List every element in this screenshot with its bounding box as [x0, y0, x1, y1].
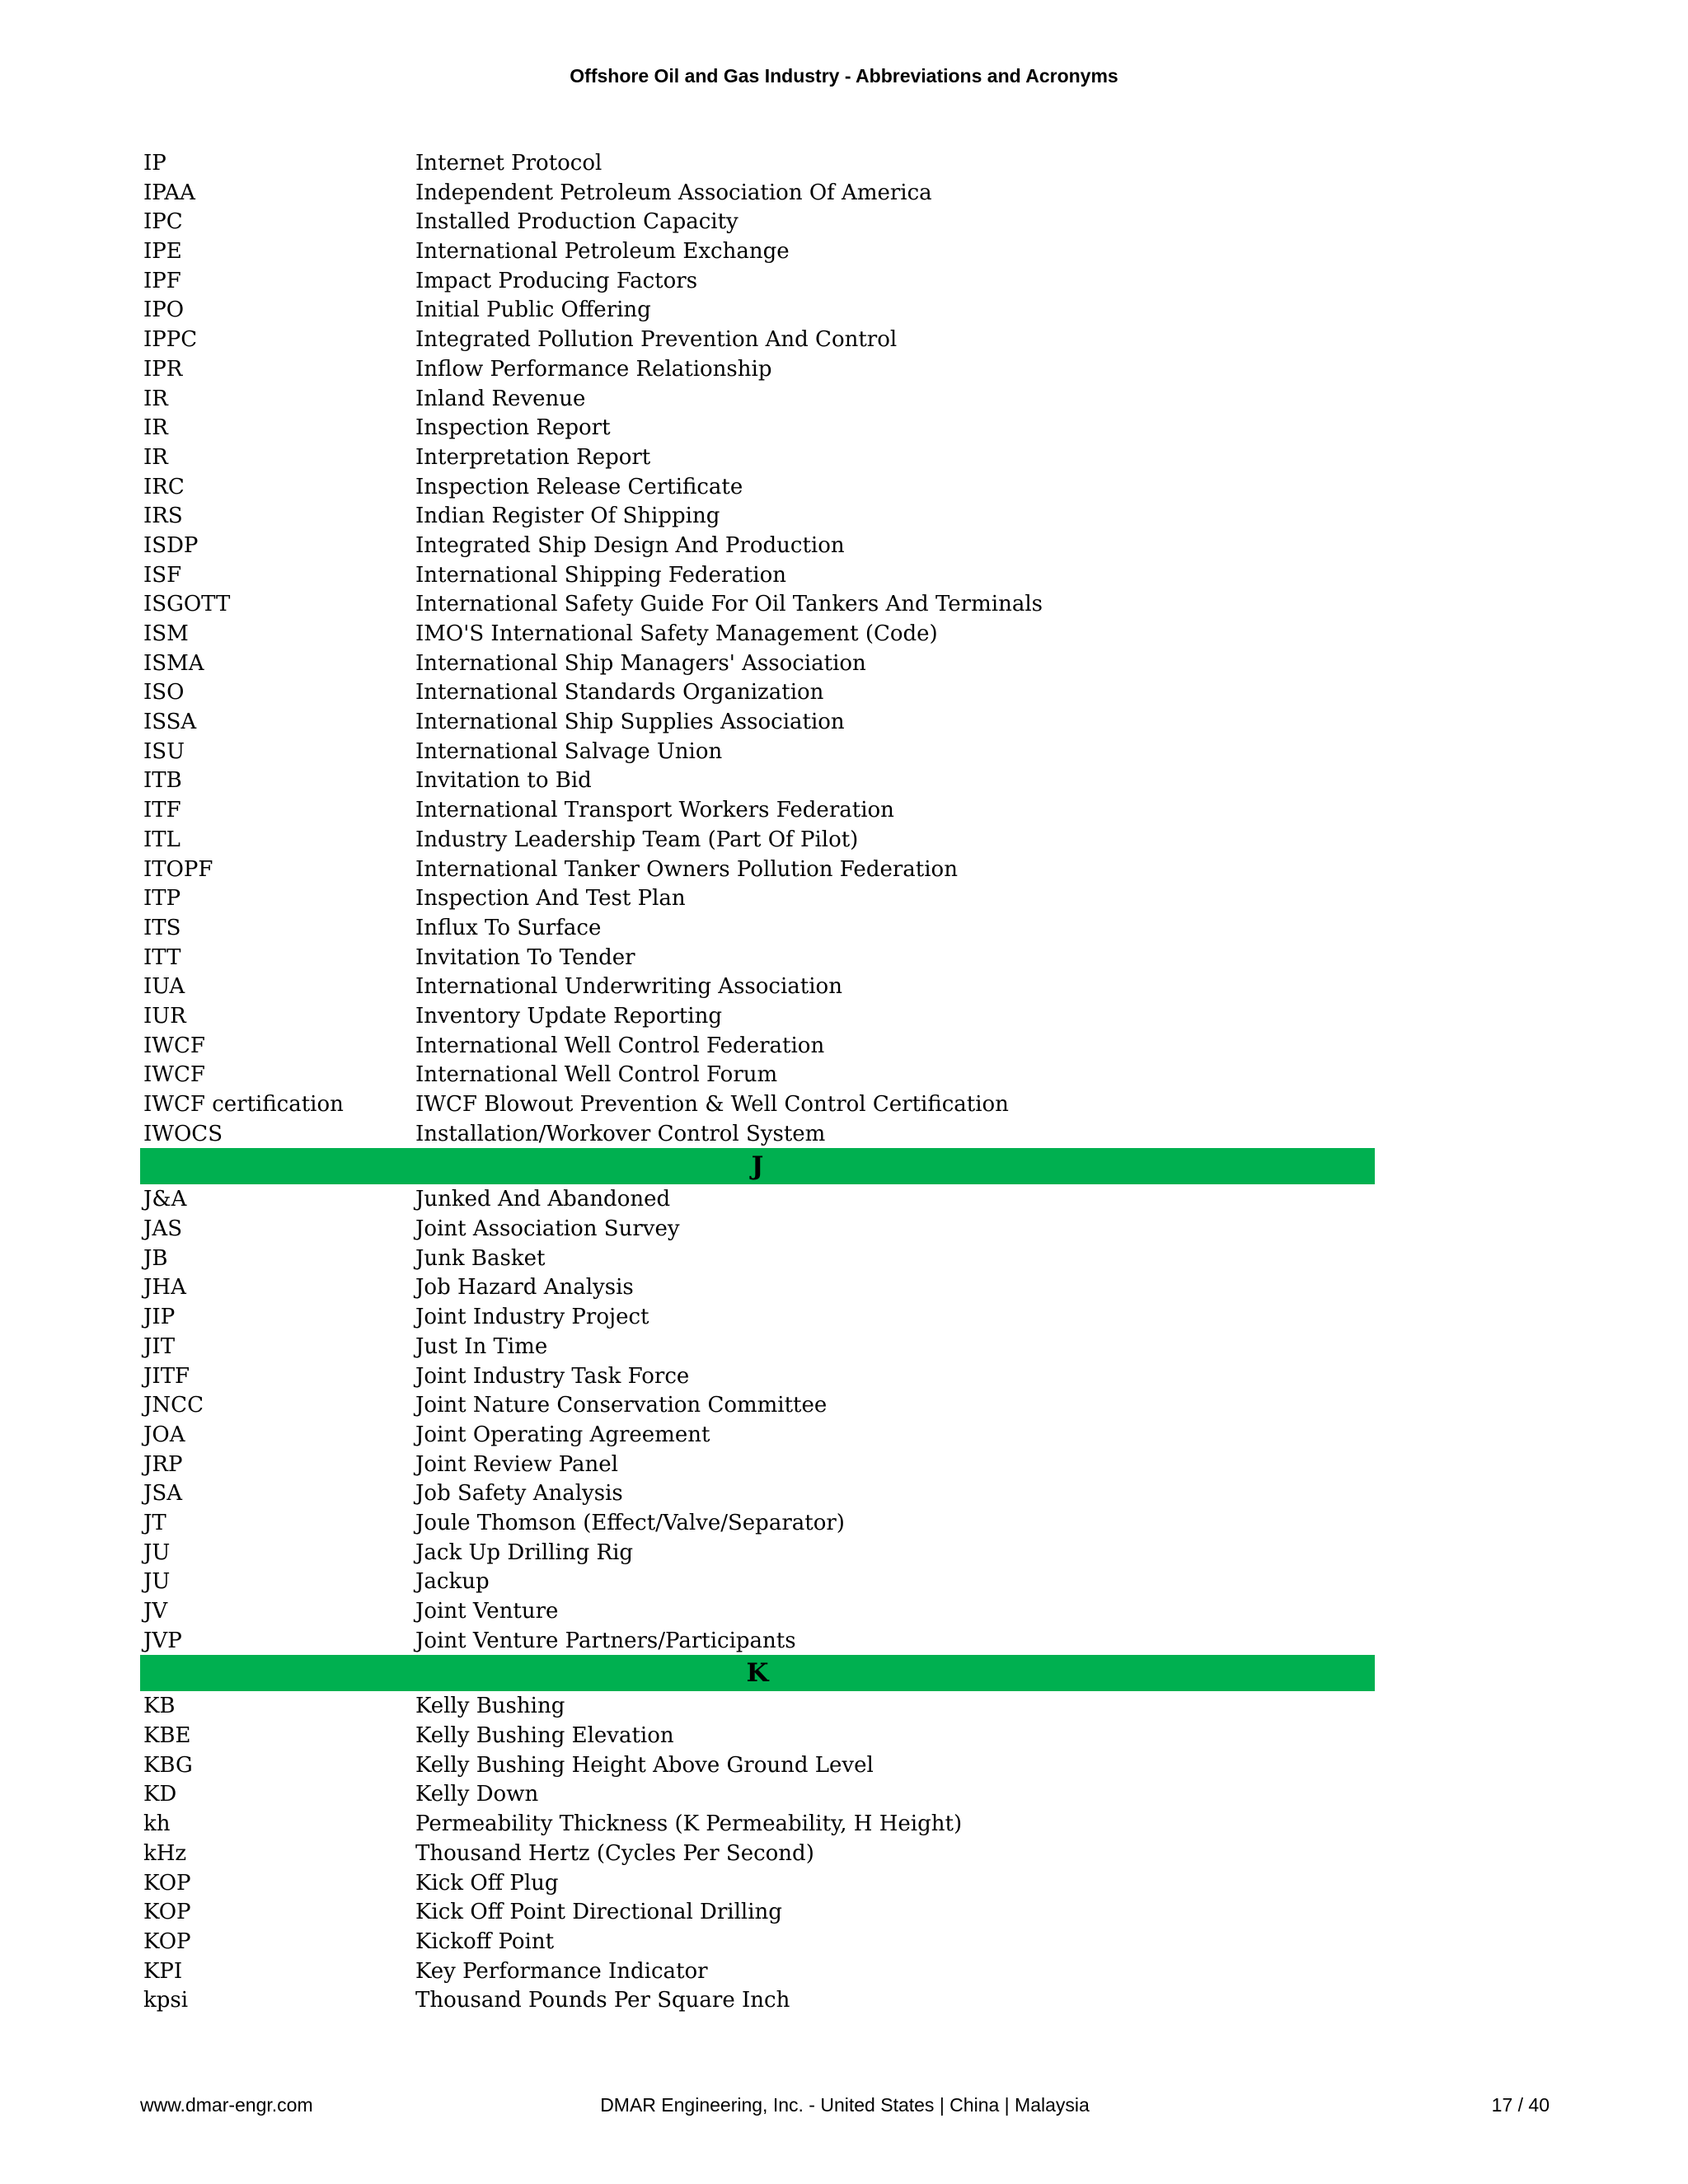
glossary-row	[140, 178, 1375, 208]
glossary-row	[140, 1361, 1375, 1391]
definition: International Standards Organization	[415, 680, 824, 705]
abbreviation: KOP	[143, 1900, 191, 1925]
definition: Kick Off Point Directional Drilling	[415, 1900, 782, 1925]
definition: Indian Register Of Shipping	[415, 504, 720, 529]
definition: Inspection And Test Plan	[415, 886, 686, 912]
glossary-row	[140, 1302, 1375, 1332]
glossary-row	[140, 1420, 1375, 1450]
definition: IWCF Blowout Prevention & Well Control Certification	[415, 1092, 1009, 1117]
abbreviation: JNCC	[143, 1393, 204, 1418]
glossary-row	[140, 1272, 1375, 1302]
abbreviation: ITL	[143, 827, 181, 852]
definition: Job Safety Analysis	[415, 1481, 623, 1507]
glossary-row	[140, 1184, 1375, 1214]
footer-company: DMAR Engineering, Inc. - United States | China | Malaysia	[600, 2094, 1090, 2116]
definition: Just In Time	[415, 1333, 548, 1359]
glossary-row	[140, 795, 1375, 825]
page-footer	[140, 2088, 1550, 2121]
abbreviation: JU	[143, 1569, 171, 1595]
glossary-row	[140, 1927, 1375, 1957]
glossary-row	[140, 1060, 1375, 1090]
glossary-row	[140, 619, 1375, 649]
glossary-row	[140, 1779, 1375, 1809]
glossary-row	[140, 560, 1375, 590]
definition: Junk Basket	[415, 1245, 546, 1271]
definition: Joint Venture	[415, 1599, 559, 1624]
glossary-row	[140, 1567, 1375, 1596]
glossary-row	[140, 384, 1375, 414]
definition: International Shipping Federation	[415, 562, 787, 588]
glossary-row	[140, 1390, 1375, 1420]
abbreviation: kHz	[143, 1840, 187, 1866]
glossary-row	[140, 413, 1375, 443]
abbreviation: ISMA	[143, 650, 204, 676]
glossary-row	[140, 1214, 1375, 1244]
glossary-row	[140, 1090, 1375, 1119]
abbreviation: IRS	[143, 504, 183, 529]
abbreviation: kh	[143, 1811, 171, 1837]
definition: Jack Up Drilling Rig	[415, 1540, 634, 1565]
glossary-row	[140, 325, 1375, 354]
abbreviation: KPI	[143, 1958, 183, 1984]
definition: International Well Control Forum	[415, 1062, 778, 1088]
abbreviation: ISDP	[143, 532, 199, 558]
definition: Integrated Ship Design And Production	[415, 532, 845, 558]
abbreviation: IPC	[143, 209, 183, 235]
definition: Thousand Hertz (Cycles Per Second)	[415, 1840, 814, 1866]
glossary-row	[140, 855, 1375, 884]
section-header-j: J	[140, 1148, 1375, 1184]
abbreviation: IPE	[143, 239, 182, 265]
glossary-row	[140, 1626, 1375, 1656]
definition: Installation/Workover Control System	[415, 1121, 826, 1146]
definition: International Tanker Owners Pollution Federation	[415, 856, 958, 882]
abbreviation: JOA	[143, 1422, 185, 1447]
glossary-row	[140, 1721, 1375, 1750]
abbreviation: IUR	[143, 1003, 186, 1029]
definition: International Transport Workers Federation	[415, 798, 894, 823]
abbreviation: JIP	[143, 1305, 176, 1330]
glossary-row	[140, 825, 1375, 855]
glossary-row	[140, 501, 1375, 531]
definition: Internet Protocol	[415, 151, 603, 176]
abbreviation: JB	[143, 1245, 168, 1271]
glossary-row	[140, 1691, 1375, 1721]
abbreviation: IR	[143, 415, 168, 441]
definition: Permeability Thickness (K Permeability, H Height)	[415, 1811, 963, 1837]
abbreviation: ITOPF	[143, 856, 213, 882]
glossary-row	[140, 1868, 1375, 1898]
abbreviation: IR	[143, 444, 168, 470]
glossary-row	[140, 295, 1375, 325]
abbreviation: JV	[143, 1599, 168, 1624]
definition: Kelly Bushing Elevation	[415, 1723, 674, 1749]
definition: International Salvage Union	[415, 738, 723, 764]
glossary-row	[140, 207, 1375, 237]
glossary-row	[140, 883, 1375, 913]
glossary-row	[140, 443, 1375, 472]
abbreviation: kpsi	[143, 1988, 189, 2013]
definition: Invitation to Bid	[415, 768, 592, 794]
definition: Joint Venture Partners/Participants	[415, 1628, 796, 1653]
definition: IMO'S International Safety Management (Code)	[415, 621, 938, 646]
glossary-row	[140, 266, 1375, 296]
definition: Joint Operating Agreement	[415, 1422, 710, 1447]
definition: Key Performance Indicator	[415, 1958, 708, 1984]
definition: International Ship Managers' Association	[415, 650, 866, 676]
definition: Installed Production Capacity	[415, 209, 738, 235]
definition: Kick Off Plug	[415, 1870, 559, 1896]
definition: Inspection Report	[415, 415, 611, 441]
definition: Kelly Bushing	[415, 1694, 565, 1719]
abbreviation: JVP	[143, 1628, 182, 1653]
abbreviation: IWOCS	[143, 1121, 223, 1146]
definition: Independent Petroleum Association Of America	[415, 180, 932, 205]
abbreviation: IR	[143, 386, 168, 411]
glossary-row	[140, 1119, 1375, 1149]
abbreviation: IP	[143, 151, 166, 176]
glossary-table	[140, 148, 1375, 2015]
glossary-row	[140, 1031, 1375, 1061]
definition: Influx To Surface	[415, 915, 602, 940]
glossary-row	[140, 148, 1375, 178]
abbreviation: ISO	[143, 680, 185, 705]
definition: Job Hazard Analysis	[415, 1275, 634, 1301]
glossary-row	[140, 1479, 1375, 1508]
definition: Joint Industry Project	[415, 1305, 649, 1330]
abbreviation: JIT	[143, 1333, 176, 1359]
definition: Inland Revenue	[415, 386, 586, 411]
definition: Impact Producing Factors	[415, 268, 698, 293]
definition: Joule Thomson (Effect/Valve/Separator)	[415, 1510, 845, 1535]
definition: Inventory Update Reporting	[415, 1003, 722, 1029]
abbreviation: ITB	[143, 768, 182, 794]
glossary-row	[140, 531, 1375, 560]
footer-page-number: 17 / 40	[1491, 2094, 1550, 2116]
definition: International Petroleum Exchange	[415, 239, 790, 265]
abbreviation: JRP	[143, 1451, 183, 1477]
definition: Invitation To Tender	[415, 944, 635, 970]
abbreviation: IWCF certification	[143, 1092, 344, 1117]
glossary-row	[140, 472, 1375, 502]
definition: Junked And Abandoned	[415, 1187, 671, 1212]
abbreviation: KBE	[143, 1723, 191, 1749]
abbreviation: JU	[143, 1540, 171, 1565]
abbreviation: KB	[143, 1694, 176, 1719]
definition: Joint Industry Task Force	[415, 1363, 690, 1389]
abbreviation: KD	[143, 1782, 177, 1807]
glossary-row	[140, 1508, 1375, 1538]
definition: Joint Review Panel	[415, 1451, 618, 1477]
glossary-row	[140, 354, 1375, 384]
footer-website: www.dmar-engr.com	[140, 2094, 313, 2116]
abbreviation: IPF	[143, 268, 181, 293]
abbreviation: ISGOTT	[143, 592, 231, 617]
abbreviation: IPAA	[143, 180, 195, 205]
glossary-row	[140, 1596, 1375, 1626]
abbreviation: JT	[143, 1510, 166, 1535]
definition: Inflow Performance Relationship	[415, 356, 772, 382]
abbreviation: ISM	[143, 621, 189, 646]
abbreviation: IUA	[143, 974, 185, 1000]
definition: International Underwriting Association	[415, 974, 842, 1000]
abbreviation: J&A	[143, 1187, 187, 1212]
abbreviation: ISSA	[143, 710, 197, 735]
abbreviation: IWCF	[143, 1062, 205, 1088]
definition: Inspection Release Certificate	[415, 474, 743, 499]
glossary-row	[140, 677, 1375, 707]
definition: Interpretation Report	[415, 444, 651, 470]
abbreviation: IPO	[143, 298, 185, 323]
glossary-row	[140, 1332, 1375, 1361]
abbreviation: JHA	[143, 1275, 186, 1301]
abbreviation: JAS	[143, 1216, 183, 1242]
definition: Thousand Pounds Per Square Inch	[415, 1988, 790, 2013]
definition: Kelly Down	[415, 1782, 539, 1807]
page-title: Offshore Oil and Gas Industry - Abbreviations and Acronyms	[570, 65, 1118, 87]
glossary-row	[140, 1450, 1375, 1479]
glossary-row	[140, 1538, 1375, 1568]
abbreviation: IPPC	[143, 327, 198, 353]
definition: Joint Association Survey	[415, 1216, 680, 1242]
glossary-row	[140, 1809, 1375, 1839]
abbreviation: IPR	[143, 356, 183, 382]
glossary-row	[140, 766, 1375, 795]
abbreviation: JITF	[143, 1363, 190, 1389]
glossary-row	[140, 1001, 1375, 1031]
glossary-row	[140, 1244, 1375, 1273]
glossary-row	[140, 237, 1375, 266]
definition: Initial Public Offering	[415, 298, 651, 323]
definition: Integrated Pollution Prevention And Control	[415, 327, 898, 353]
glossary-row	[140, 1839, 1375, 1868]
abbreviation: ITS	[143, 915, 181, 940]
glossary-row	[140, 737, 1375, 766]
glossary-row	[140, 913, 1375, 943]
abbreviation: KBG	[143, 1752, 193, 1778]
abbreviation: ITF	[143, 798, 181, 823]
section-header-k: K	[140, 1655, 1375, 1691]
glossary-row	[140, 1897, 1375, 1927]
abbreviation: ITT	[143, 944, 181, 970]
definition: Kickoff Point	[415, 1929, 555, 1954]
definition: Industry Leadership Team (Part Of Pilot)	[415, 827, 859, 852]
glossary-row	[140, 707, 1375, 737]
abbreviation: ISF	[143, 562, 182, 588]
abbreviation: JSA	[143, 1481, 183, 1507]
abbreviation: IRC	[143, 474, 185, 499]
glossary-row	[140, 1750, 1375, 1780]
definition: International Well Control Federation	[415, 1033, 825, 1058]
glossary-row	[140, 649, 1375, 678]
glossary-row	[140, 589, 1375, 619]
definition: Joint Nature Conservation Committee	[415, 1393, 828, 1418]
abbreviation: KOP	[143, 1929, 191, 1954]
definition: Jackup	[415, 1569, 490, 1595]
glossary-row	[140, 1985, 1375, 2015]
abbreviation: IWCF	[143, 1033, 205, 1058]
glossary-row	[140, 972, 1375, 1001]
definition: Kelly Bushing Height Above Ground Level	[415, 1752, 874, 1778]
abbreviation: KOP	[143, 1870, 191, 1896]
glossary-row	[140, 943, 1375, 972]
definition: International Ship Supplies Association	[415, 710, 845, 735]
glossary-row	[140, 1957, 1375, 1986]
abbreviation: ISU	[143, 738, 185, 764]
abbreviation: ITP	[143, 886, 181, 912]
definition: International Safety Guide For Oil Tankers And Terminals	[415, 592, 1043, 617]
